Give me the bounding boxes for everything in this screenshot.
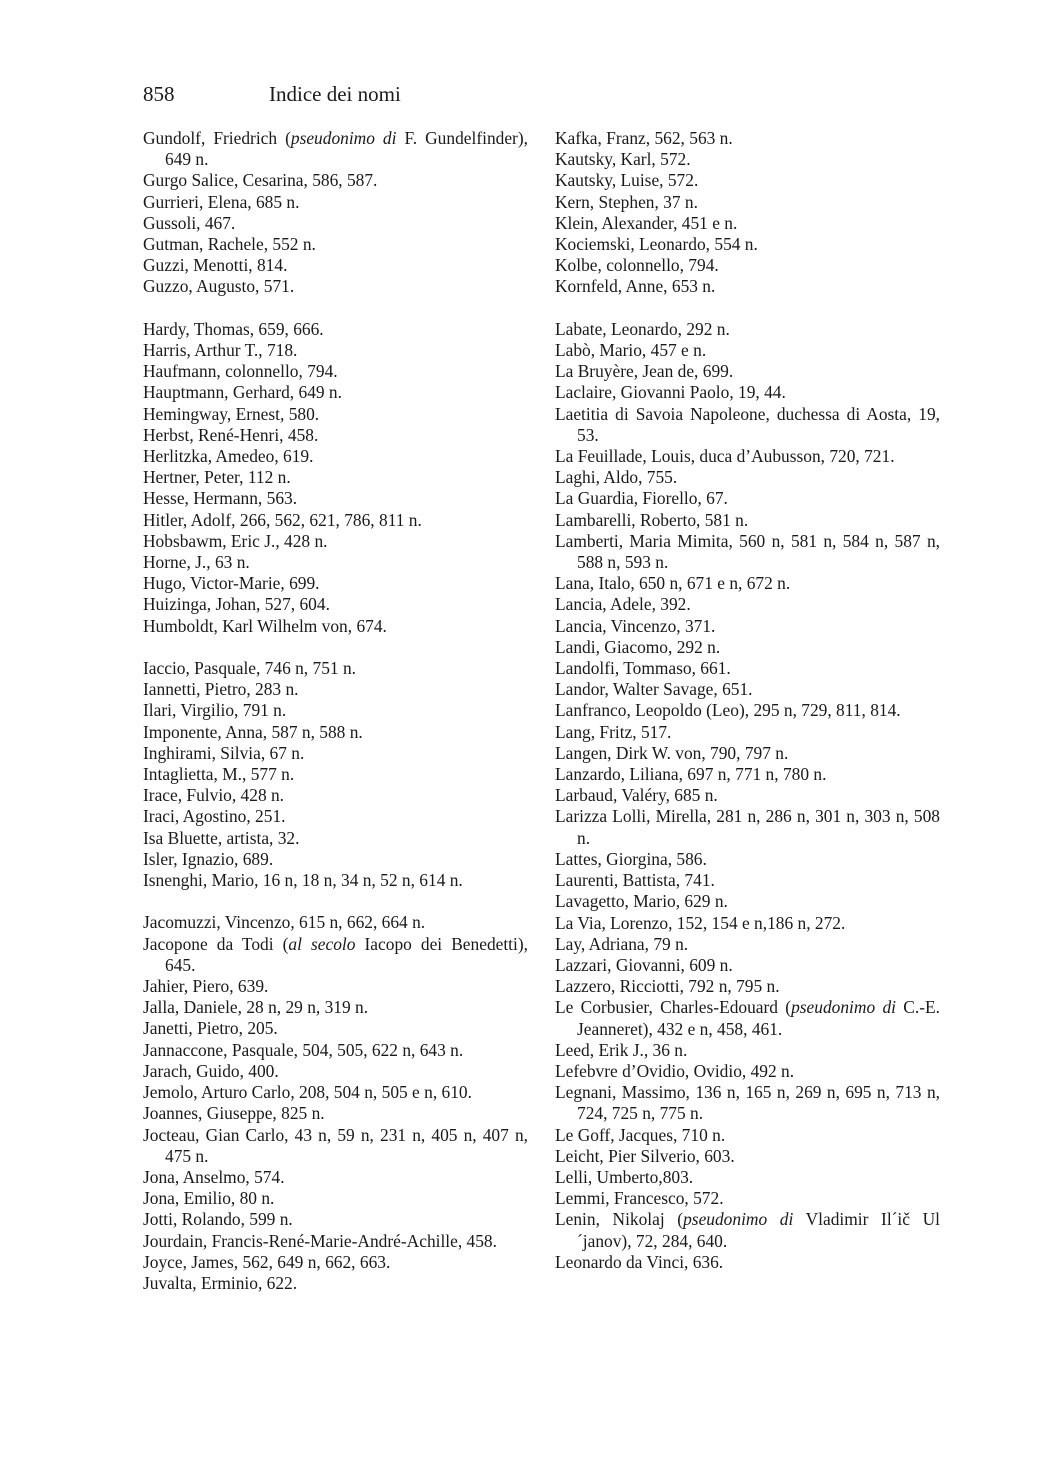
index-entry: Imponente, Anna, 587 n, 588 n. [143,721,363,742]
index-entry: Guzzo, Augusto, 571. [143,276,295,297]
page-header [143,82,401,107]
index-entry: Lazzero, Ricciotti, 792 n, 795 n. [555,976,780,997]
index-entry: Kautsky, Luise, 572. [555,170,699,191]
index-entry: Ilari, Virgilio, 791 n. [143,700,287,721]
index-entry: Jourdain, Francis-René-Marie-André-Achille, 458. [143,1230,497,1251]
index-entry: Hitler, Adolf, 266, 562, 621, 786, 811 n. [143,509,422,530]
index-entry: Lancia, Vincenzo, 371. [555,615,716,636]
index-entry: Gutman, Rachele, 552 n. [143,234,316,255]
index-entry: Kolbe, colonnello, 794. [555,255,719,276]
index-entry: Jacopone da Todi (al secolo Iacopo dei Benedetti), 645. [143,933,528,975]
index-entry: Langen, Dirk W. von, 790, 797 n. [555,742,789,763]
index-entry: Hesse, Hermann, 563. [143,488,298,509]
index-entry: Iraci, Agostino, 251. [143,806,286,827]
index-entry: Irace, Fulvio, 428 n. [143,785,285,806]
index-column-left [143,128,528,1294]
index-entry: Lancia, Adele, 392. [555,594,691,615]
index-entry: Isler, Ignazio, 689. [143,848,274,869]
index-entry: Isnenghi, Mario, 16 n, 18 n, 34 n, 52 n, 614 n. [143,870,463,891]
index-entry: Huizinga, Johan, 527, 604. [143,594,330,615]
index-entry: Labò, Mario, 457 e n. [555,340,707,361]
index-entry: Hardy, Thomas, 659, 666. [143,318,324,339]
index-entry: Leed, Erik J., 36 n. [555,1039,688,1060]
index-entry: Harris, Arthur T., 718. [143,340,298,361]
index-entry: Lefebvre d’Ovidio, Ovidio, 492 n. [555,1060,795,1081]
index-entry: Le Corbusier, Charles-Edouard (pseudonimo di C.-E. Jeanneret), 432 e n, 458, 461. [555,997,940,1039]
index-entry: Kautsky, Karl, 572. [555,149,691,170]
index-entry: Kornfeld, Anne, 653 n. [555,276,716,297]
index-entry: Guzzi, Menotti, 814. [143,255,288,276]
index-entry: Legnani, Massimo, 136 n, 165 n, 269 n, 695 n, 713 n, 724, 725 n, 775 n. [555,1082,940,1124]
index-entry: Leonardo da Vinci, 636. [555,1251,724,1272]
index-entry: Jannaccone, Pasquale, 504, 505, 622 n, 643 n. [143,1039,464,1060]
index-entry: Lang, Fritz, 517. [555,721,672,742]
index-entry: Leicht, Pier Silverio, 603. [555,1145,735,1166]
index-entry: Laclaire, Giovanni Paolo, 19, 44. [555,382,786,403]
index-entry: Larbaud, Valéry, 685 n. [555,785,718,806]
index-entry: Hertner, Peter, 112 n. [143,467,291,488]
index-entry: Lavagetto, Mario, 629 n. [555,891,728,912]
index-entry: Lambarelli, Roberto, 581 n. [555,509,749,530]
index-entry: Lana, Italo, 650 n, 671 e n, 672 n. [555,573,791,594]
index-entry: Jotti, Rolando, 599 n. [143,1209,293,1230]
index-entry: Gurrieri, Elena, 685 n. [143,191,300,212]
index-entry: Hugo, Victor-Marie, 699. [143,573,320,594]
index-entry: Lelli, Umberto,803. [555,1166,694,1187]
index-entry: Laghi, Aldo, 755. [555,467,678,488]
index-letter-gap [143,891,528,912]
page-title: Indice dei nomi [269,82,401,106]
index-entry: Lazzari, Giovanni, 609 n. [555,954,733,975]
index-entry: Kafka, Franz, 562, 563 n. [555,128,733,148]
index-entry: Jemolo, Arturo Carlo, 208, 504 n, 505 e n, 610. [143,1082,472,1103]
page-number: 858 [143,82,175,106]
index-entry: Hemingway, Ernest, 580. [143,403,320,424]
index-entry: Juvalta, Erminio, 622. [143,1272,298,1293]
index-entry: Larizza Lolli, Mirella, 281 n, 286 n, 301 n, 303 n, 508 n. [555,806,940,848]
index-entry: Horne, J., 63 n. [143,552,250,573]
index-entry: La Bruyère, Jean de, 699. [555,361,734,382]
index-entry: Jahier, Piero, 639. [143,976,269,997]
index-entry: Lanzardo, Liliana, 697 n, 771 n, 780 n. [555,764,827,785]
index-entry: Intaglietta, M., 577 n. [143,764,295,785]
index-entry: Laetitia di Savoia Napoleone, duchessa di Aosta, 19, 53. [555,403,940,445]
index-entry: La Feuillade, Louis, duca d’Aubusson, 720, 721. [555,446,895,467]
index-entry: Lemmi, Francesco, 572. [555,1188,724,1209]
index-entry: Kern, Stephen, 37 n. [555,191,698,212]
index-entry: Landolfi, Tommaso, 661. [555,658,731,679]
index-column-right [555,128,940,1273]
index-entry: Lenin, Nikolaj (pseudonimo di Vladimir Il´ič Ul´janov), 72, 284, 640. [555,1209,940,1251]
index-entry: Le Goff, Jacques, 710 n. [555,1124,726,1145]
index-letter-gap [143,298,528,319]
index-entry: Gurgo Salice, Cesarina, 586, 587. [143,170,378,191]
index-entry: La Via, Lorenzo, 152, 154 e n,186 n, 272. [555,912,846,933]
index-entry: Haufmann, colonnello, 794. [143,361,338,382]
index-entry: Herbst, René-Henri, 458. [143,424,319,445]
index-entry: Laurenti, Battista, 741. [555,870,715,891]
index-entry: Jacomuzzi, Vincenzo, 615 n, 662, 664 n. [143,912,426,933]
index-entry: Isa Bluette, artista, 32. [143,827,300,848]
index-entry: Lamberti, Maria Mimita, 560 n, 581 n, 584 n, 587 n, 588 n, 593 n. [555,530,940,573]
index-entry: Joannes, Giuseppe, 825 n. [143,1103,325,1124]
index-entry: Jona, Emilio, 80 n. [143,1188,275,1209]
index-entry: Landi, Giacomo, 292 n. [555,636,721,657]
index-entry: Hauptmann, Gerhard, 649 n. [143,382,342,403]
index-entry: Kociemski, Leonardo, 554 n. [555,234,758,255]
index-entry: Inghirami, Silvia, 67 n. [143,742,305,763]
index-entry: Jona, Anselmo, 574. [143,1166,285,1187]
index-entry: Herlitzka, Amedeo, 619. [143,446,314,467]
index-entry: Klein, Alexander, 451 e n. [555,212,738,233]
index-entry: Labate, Leonardo, 292 n. [555,318,730,339]
index-entry: Gundolf, Friedrich (pseudonimo di F. Gundelfinder), 649 n. [143,128,528,170]
index-entry: La Guardia, Fiorello, 67. [555,488,728,509]
index-entry: Gussoli, 467. [143,212,236,233]
index-entry: Lay, Adriana, 79 n. [555,933,689,954]
index-entry: Janetti, Pietro, 205. [143,1018,278,1039]
index-entry: Jarach, Guido, 400. [143,1060,279,1081]
index-entry: Lanfranco, Leopoldo (Leo), 295 n, 729, 811, 814. [555,700,901,721]
index-entry: Humboldt, Karl Wilhelm von, 674. [143,615,387,636]
index-letter-gap [555,298,940,319]
index-entry: Iaccio, Pasquale, 746 n, 751 n. [143,658,356,679]
index-entry: Iannetti, Pietro, 283 n. [143,679,299,700]
index-entry: Landor, Walter Savage, 651. [555,679,753,700]
index-entry: Jalla, Daniele, 28 n, 29 n, 319 n. [143,997,369,1018]
index-entry: Hobsbawm, Eric J., 428 n. [143,530,328,551]
index-letter-gap [143,637,528,658]
index-entry: Joyce, James, 562, 649 n, 662, 663. [143,1251,391,1272]
index-entry: Jocteau, Gian Carlo, 43 n, 59 n, 231 n, 405 n, 407 n, 475 n. [143,1124,528,1166]
index-entry: Lattes, Giorgina, 586. [555,848,707,869]
